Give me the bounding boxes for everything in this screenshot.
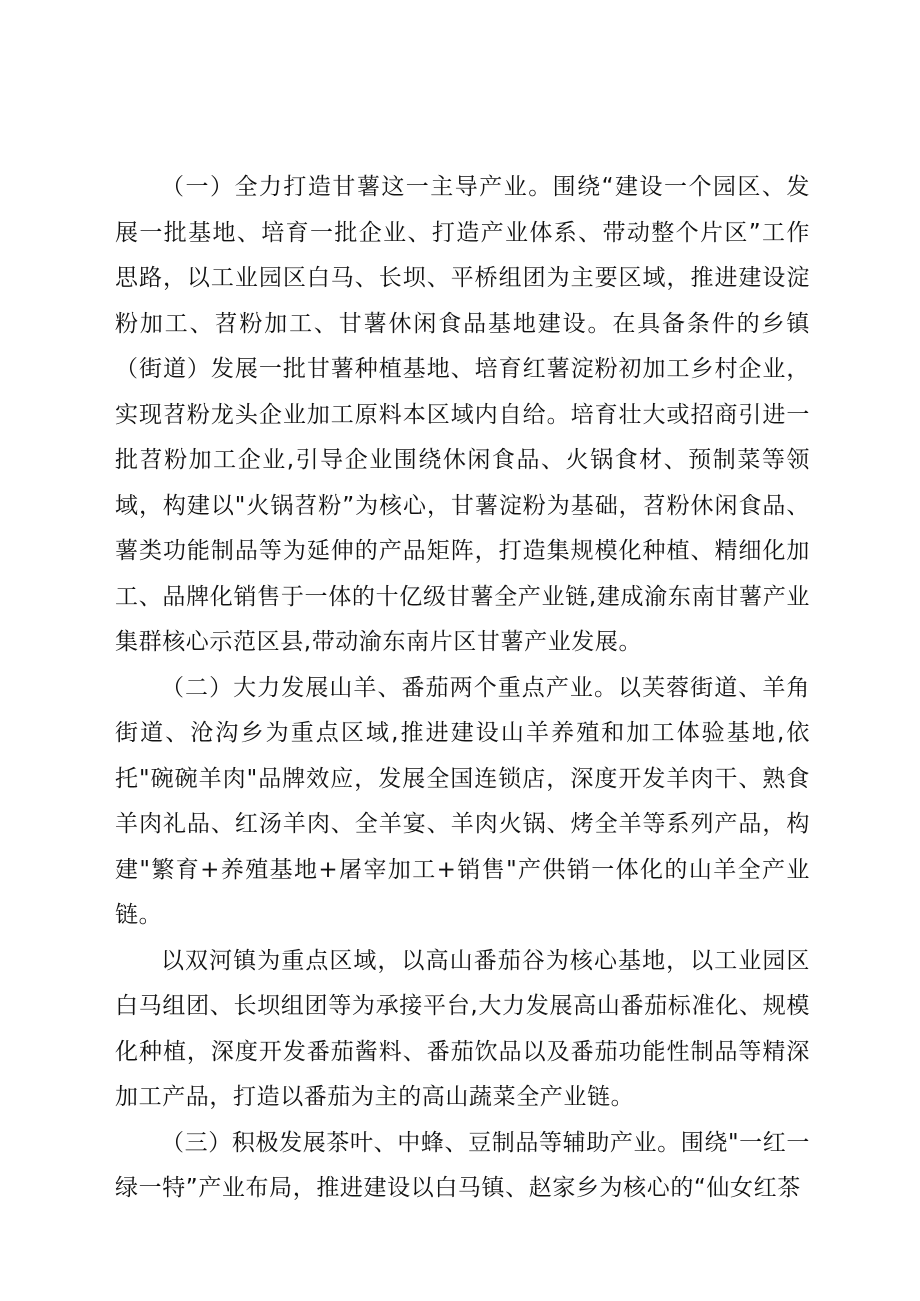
document-body: [115, 165, 810, 1212]
paragraph-tea-bee-soy: （三）积极发展茶叶、中蜂、豆制品等辅助产业。围绕"一红一绿一特”产业布局，推进建设以白马镇、赵家乡为核心的“仙女红茶: [115, 1129, 810, 1201]
paragraph-sweet-potato: （一）全力打造甘薯这一主导产业。围绕“建设一个园区、发展一批基地、培育一批企业、打造产业体系、带动整个片区”工作思路，以工业园区白马、长坝、平桥组团为主要区域，推进建设淀粉加工、苕粉加工、甘薯休闲食品基地建设。在具备条件的乡镇（街道）发展一批甘薯种植基地、培育红薯淀粉初加工乡村企业，实现苕粉龙头企业加工原料本区域内自给。培育壮大或招商引进一批苕粉加工企业,引导企业围绕休闲食品、火锅食材、预制菜等领域，构建以"火锅苕粉”为核心，甘薯淀粉为基础，苕粉休闲食品、薯类功能制品等为延伸的产品矩阵，打造集规模化种植、精细化加工、品牌化销售于一体的十亿级甘薯全产业链,建成渝东南甘薯产业集群核心示范区县,带动渝东南片区甘薯产业发展。: [115, 174, 810, 655]
paragraph-goat-tomato: （二）大力发展山羊、番茄两个重点产业。以芙蓉街道、羊角街道、沧沟乡为重点区域,推进建设山羊养殖和加工体验基地,依托"碗碗羊肉"品牌效应，发展全国连锁店，深度开发羊肉干、熟食羊肉礼品、红汤羊肉、全羊宴、羊肉火锅、烤全羊等系列产品，构建"繁育+养殖基地+屠宰加工+销售"产供销一体化的山羊全产业链。: [115, 674, 810, 928]
paragraph-tomato-valley: 以双河镇为重点区域，以高山番茄谷为核心基地，以工业园区白马组团、长坝组团等为承接平台,大力发展高山番茄标准化、规模化种植，深度开发番茄酱料、番茄饮品以及番茄功能性制品等精深加工产品，打造以番茄为主的高山蔬菜全产业链。: [115, 947, 810, 1110]
